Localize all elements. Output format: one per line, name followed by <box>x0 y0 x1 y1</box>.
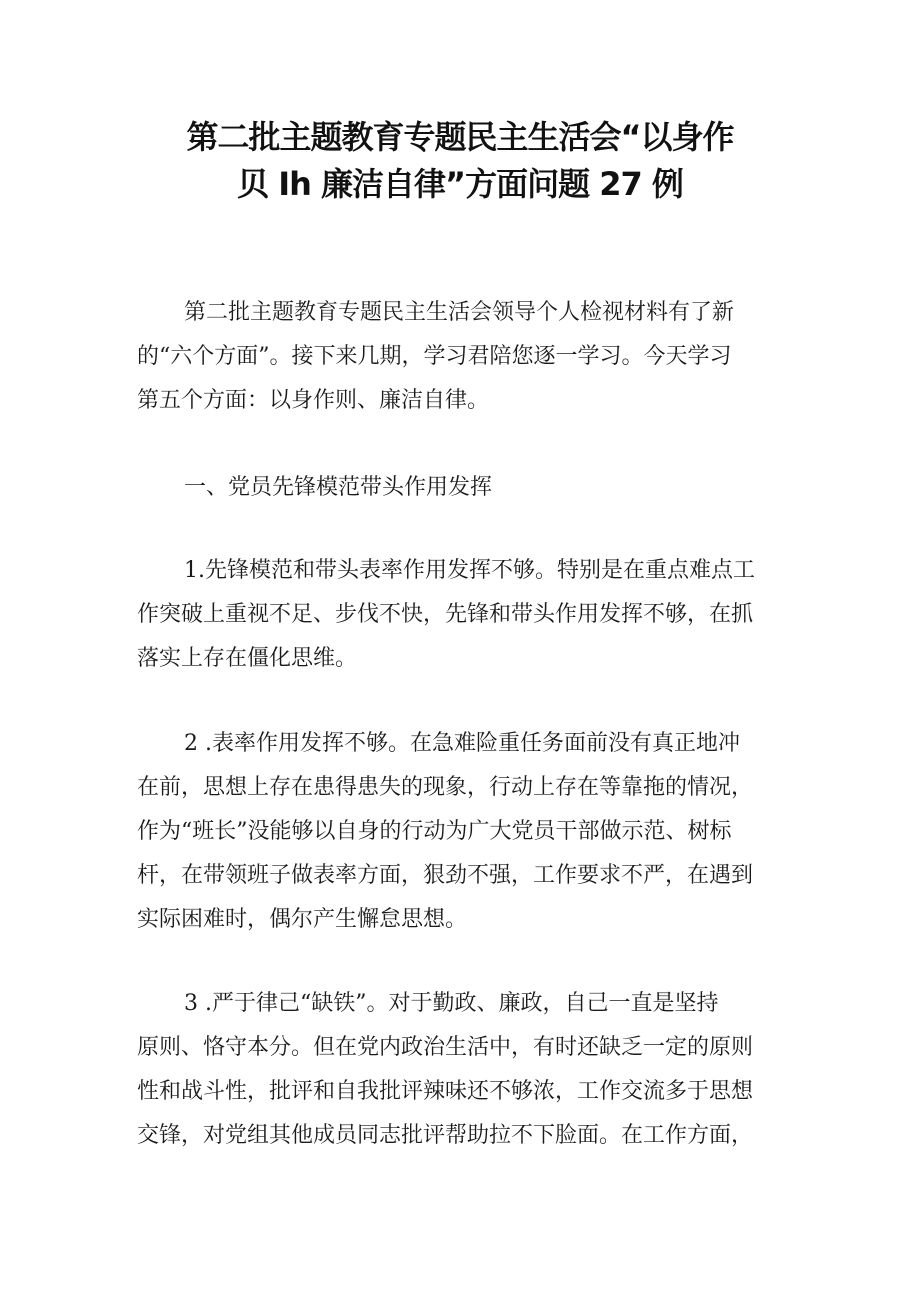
paragraph-line: 交锋，对党组其他成员同志批评帮助拉不下脸面。在工作方面， <box>137 1123 754 1148</box>
paragraph-line: 作突破上重视不足、步伐不快，先锋和带头作用发挥不够，在抓 <box>137 602 754 627</box>
paragraph-line: 作为“班长”没能够以自身的行动为广大党员干部做示范、树标 <box>137 819 732 844</box>
paragraph-line: 的“六个方面”。接下来几期，学习君陪您逐一学习。今天学习 <box>137 344 732 369</box>
paragraph-line: 原则、恪守本分。但在党内政治生活中，有时还缺乏一定的原则 <box>137 1035 754 1060</box>
document-title-line-1: 第二批主题教育专题民主生活会“以身作 <box>186 118 734 156</box>
paragraph-line: 杆，在带领班子做表率方面，狠劲不强，工作要求不严，在遇到 <box>137 863 754 888</box>
paragraph-line: 3 .严于律己“缺铁”。对于勤政、廉政，自己一直是坚持 <box>184 991 719 1016</box>
paragraph-line: 第二批主题教育专题民主生活会领导个人检视材料有了新 <box>184 300 735 325</box>
document-title-line-2: 贝 Ih 廉洁自律”方面问题 27 例 <box>237 165 683 203</box>
paragraph-line: 性和战斗性，批评和自我批评辣味还不够浓，工作交流多于思想 <box>137 1079 754 1104</box>
paragraph-line: 2 .表率作用发挥不够。在急难险重任务面前没有真正地冲 <box>184 731 740 756</box>
paragraph-line: 第五个方面：以身作则、廉洁自律。 <box>137 388 490 413</box>
paragraph-line: 1.先锋模范和带头表率作用发挥不够。特别是在重点难点工 <box>184 558 755 583</box>
paragraph-line: 在前，思想上存在患得患失的现象，行动上存在等靠拖的情况， <box>137 775 754 800</box>
paragraph-line: 落实上存在僵化思维。 <box>137 646 358 671</box>
paragraph-line: 实际困难时，偶尔产生懈怠思想。 <box>137 907 468 932</box>
section-heading: 一、党员先锋模范带头作用发挥 <box>184 475 493 500</box>
